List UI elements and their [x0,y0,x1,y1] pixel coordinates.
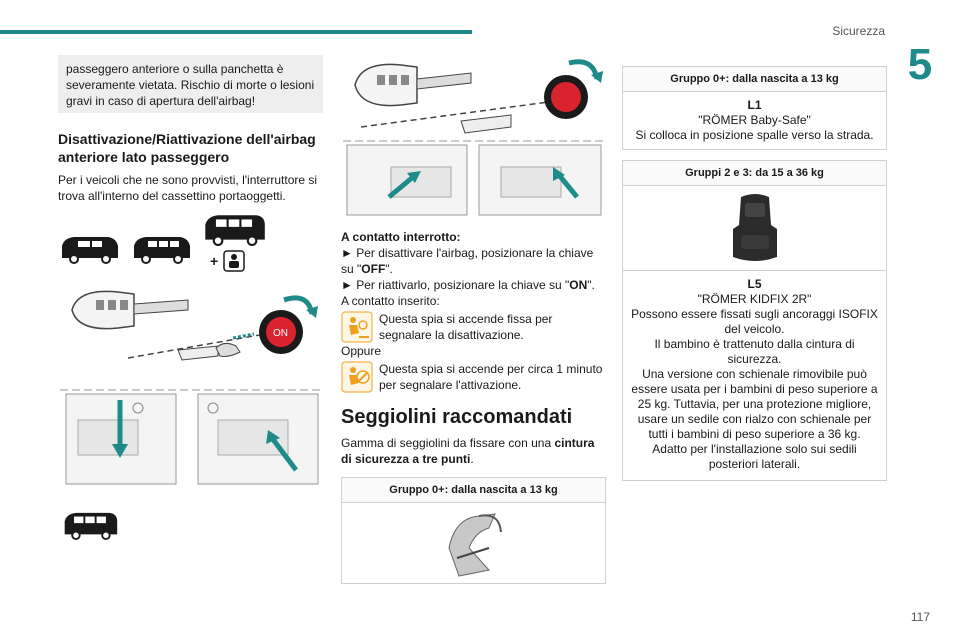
van-icon [130,232,192,264]
chapter-number: 5 [907,40,933,89]
warning-box: passeggero anteriore o sulla panchetta è severamente vietata. Rischio di morte o lesioni gravi in caso di apertura dell'airbag! [58,55,323,113]
intro-paragraph: Per i veicoli che ne sono provvisti, l'interruttore si trova all'interno del cassettino portaoggetti. [58,173,318,203]
passenger-seat-icon [210,250,246,272]
seat-line-3: Una versione con schienale rimovibile può essere usata per i bambini di peso superiore a 25 kg. Tuttavia, per una protezione migliore, usare un sedile con rialzo con schienale per tutti i bambini di peso superiore a 36 kg. [631,367,878,441]
section-heading: Disattivazione/Riattivazione dell'airbag anteriore lato passeggero [58,131,316,165]
glovebox-illustration [58,380,323,485]
contact-off-label: A contatto interrotto: [341,230,461,244]
booster-seat-image [727,191,783,265]
van-icon [200,212,268,246]
lamp-off-text: Questa spia si accende fissa per segnalare la disattivazione. [379,312,553,342]
table-cell [623,92,886,149]
table-cell [623,270,886,480]
header-accent-bar [0,30,472,34]
seat-line-2: Il bambino è trattenuto dalla cintura di sicurezza. [654,337,855,366]
table-header: Gruppo 0+: dalla nascita a 13 kg [623,67,886,92]
or-label: Oppure [341,344,382,358]
lamp-off-row [341,311,606,343]
svg-text:+: + [210,253,219,269]
step-reactivate: ► Per riattivarlo, posizionare la chiave su "ON". [341,278,595,292]
seat-code: L1 [747,98,762,112]
table-header: Gruppi 2 e 3: da 15 a 36 kg [623,161,886,186]
glovebox-illustration-2 [341,137,606,217]
baby-seat-image [439,508,509,580]
seat-desc: Si colloca in posizione spalle verso la strada. [635,128,874,142]
seat-name: "RÖMER KIDFIX 2R" [697,292,812,306]
table-image-cell [623,186,886,270]
key-illustration-2 [341,55,606,135]
table-image-cell [342,503,605,583]
section-name: Sicurezza [832,24,885,38]
key-illustration [58,280,323,370]
seat-code: L5 [747,277,762,291]
illustration-vehicles-switch [58,210,323,620]
column-middle [341,55,606,584]
step-deactivate: ► Per disattivare l'airbag, posizionare la chiave su "OFF". [341,246,594,276]
lamp-on-text: Questa spia si accende per circa 1 minuto per segnalare l'attivazione. [379,362,603,392]
lamp-on-row [341,361,606,393]
seat-name: "RÖMER Baby-Safe" [698,113,811,127]
seat-line-1: Possono essere fissati sugli ancoraggi ISOFIX del veicolo. [631,307,878,336]
seat-table-l1 [622,66,887,150]
page-number: 117 [910,610,930,624]
table-header: Gruppo 0+: dalla nascita a 13 kg [342,478,605,503]
seat-table-group0 [341,477,606,584]
van-icon [58,510,122,540]
airbag-on-warning-lamp-icon [341,361,373,393]
section-title: Seggiolini raccomandati [341,406,573,428]
contact-on-label: A contatto inserito: [341,294,440,308]
seats-intro: Gamma di seggiolini da fissare con una cintura di sicurezza a tre punti. [341,436,595,466]
svg-text:ON: ON [273,328,288,339]
seat-table-l5 [622,160,887,481]
airbag-off-warning-lamp-icon [341,311,373,343]
column-left [58,55,323,620]
column-right [622,66,887,481]
van-icon [58,232,120,264]
seat-line-4: Adatto per l'installazione solo sui sedili posteriori laterali. [652,442,857,471]
